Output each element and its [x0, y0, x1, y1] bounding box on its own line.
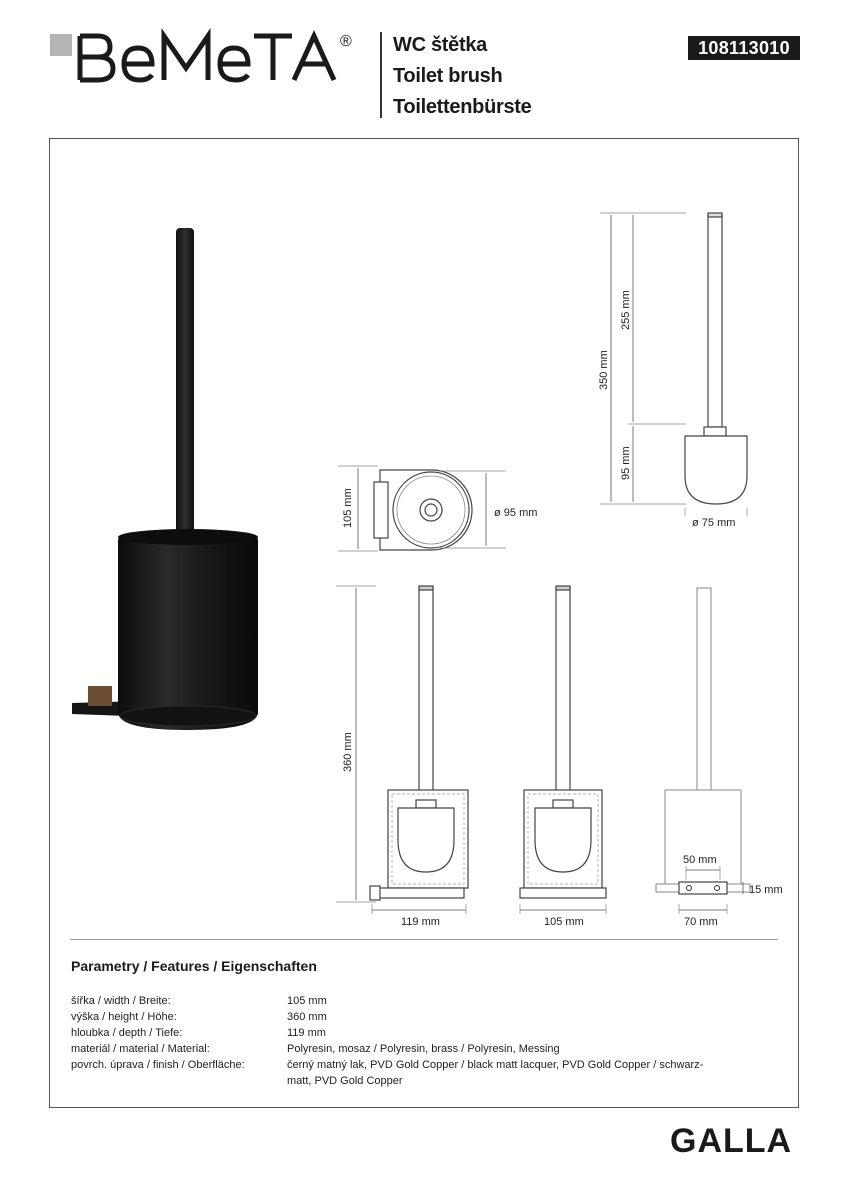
dim-15: 15 mm: [749, 884, 783, 896]
param-row-width: [71, 993, 707, 1009]
front-view-drawing: [520, 586, 606, 914]
dim-95-head: 95 mm: [620, 446, 632, 480]
holder-rim: [118, 529, 258, 545]
param-value: 105 mm: [287, 995, 327, 1007]
product-series-name: GALLA: [670, 1122, 793, 1160]
title-de: Toilettenbürste: [393, 96, 532, 118]
param-row-height: [71, 1009, 707, 1025]
param-label: materiál / material / Material:: [71, 1043, 210, 1055]
param-label: povrch. úprava / finish / Oberfläche:: [71, 1059, 245, 1071]
params-divider: [70, 939, 778, 940]
dim-119: 119 mm: [401, 916, 440, 928]
product-code-badge: 108113010: [688, 36, 800, 60]
dim-255: 255 mm: [620, 290, 632, 330]
title-cz: WC štětka: [393, 34, 487, 56]
brush-holder-cylinder: [118, 530, 258, 730]
param-row-depth: [71, 1025, 707, 1041]
product-photo: [72, 228, 258, 730]
dim-70: 70 mm: [684, 916, 718, 928]
dim-105-top: 105 mm: [342, 488, 354, 528]
param-row-material: [71, 1041, 707, 1057]
dim-50: 50 mm: [683, 854, 717, 866]
dim-360: 360 mm: [342, 732, 354, 772]
param-value: 119 mm: [287, 1027, 326, 1039]
dim-95-diameter: ø 95 mm: [494, 507, 538, 519]
dim-350: 350 mm: [598, 350, 610, 390]
title-en: Toilet brush: [393, 65, 503, 87]
top-view-drawing: [338, 466, 506, 551]
dim-75-diameter: ø 75 mm: [692, 517, 736, 529]
param-value: Polyresin, mosaz / Polyresin, brass / Polyresin, Messing: [287, 1043, 560, 1055]
holder-base: [120, 706, 256, 726]
param-value: 360 mm: [287, 1011, 327, 1023]
dim-105-front: 105 mm: [544, 916, 584, 928]
copper-bracket-detail: [88, 686, 112, 706]
param-label: šířka / width / Breite:: [71, 995, 171, 1007]
param-label: hloubka / depth / Tiefe:: [71, 1027, 183, 1039]
registered-mark: ®: [340, 33, 352, 50]
params-table: [71, 993, 707, 1089]
side-view-drawing: [336, 586, 468, 914]
params-title: Parametry / Features / Eigenschaften: [71, 958, 317, 974]
param-value: černý matný lak, PVD Gold Copper / black matt lacquer, PVD Gold Copper / schwarz-matt, PVD Gold Copper: [287, 1059, 704, 1087]
param-row-finish: [71, 1057, 707, 1089]
param-label: výška / height / Höhe:: [71, 1011, 177, 1023]
brush-handle-rod: [176, 228, 194, 558]
